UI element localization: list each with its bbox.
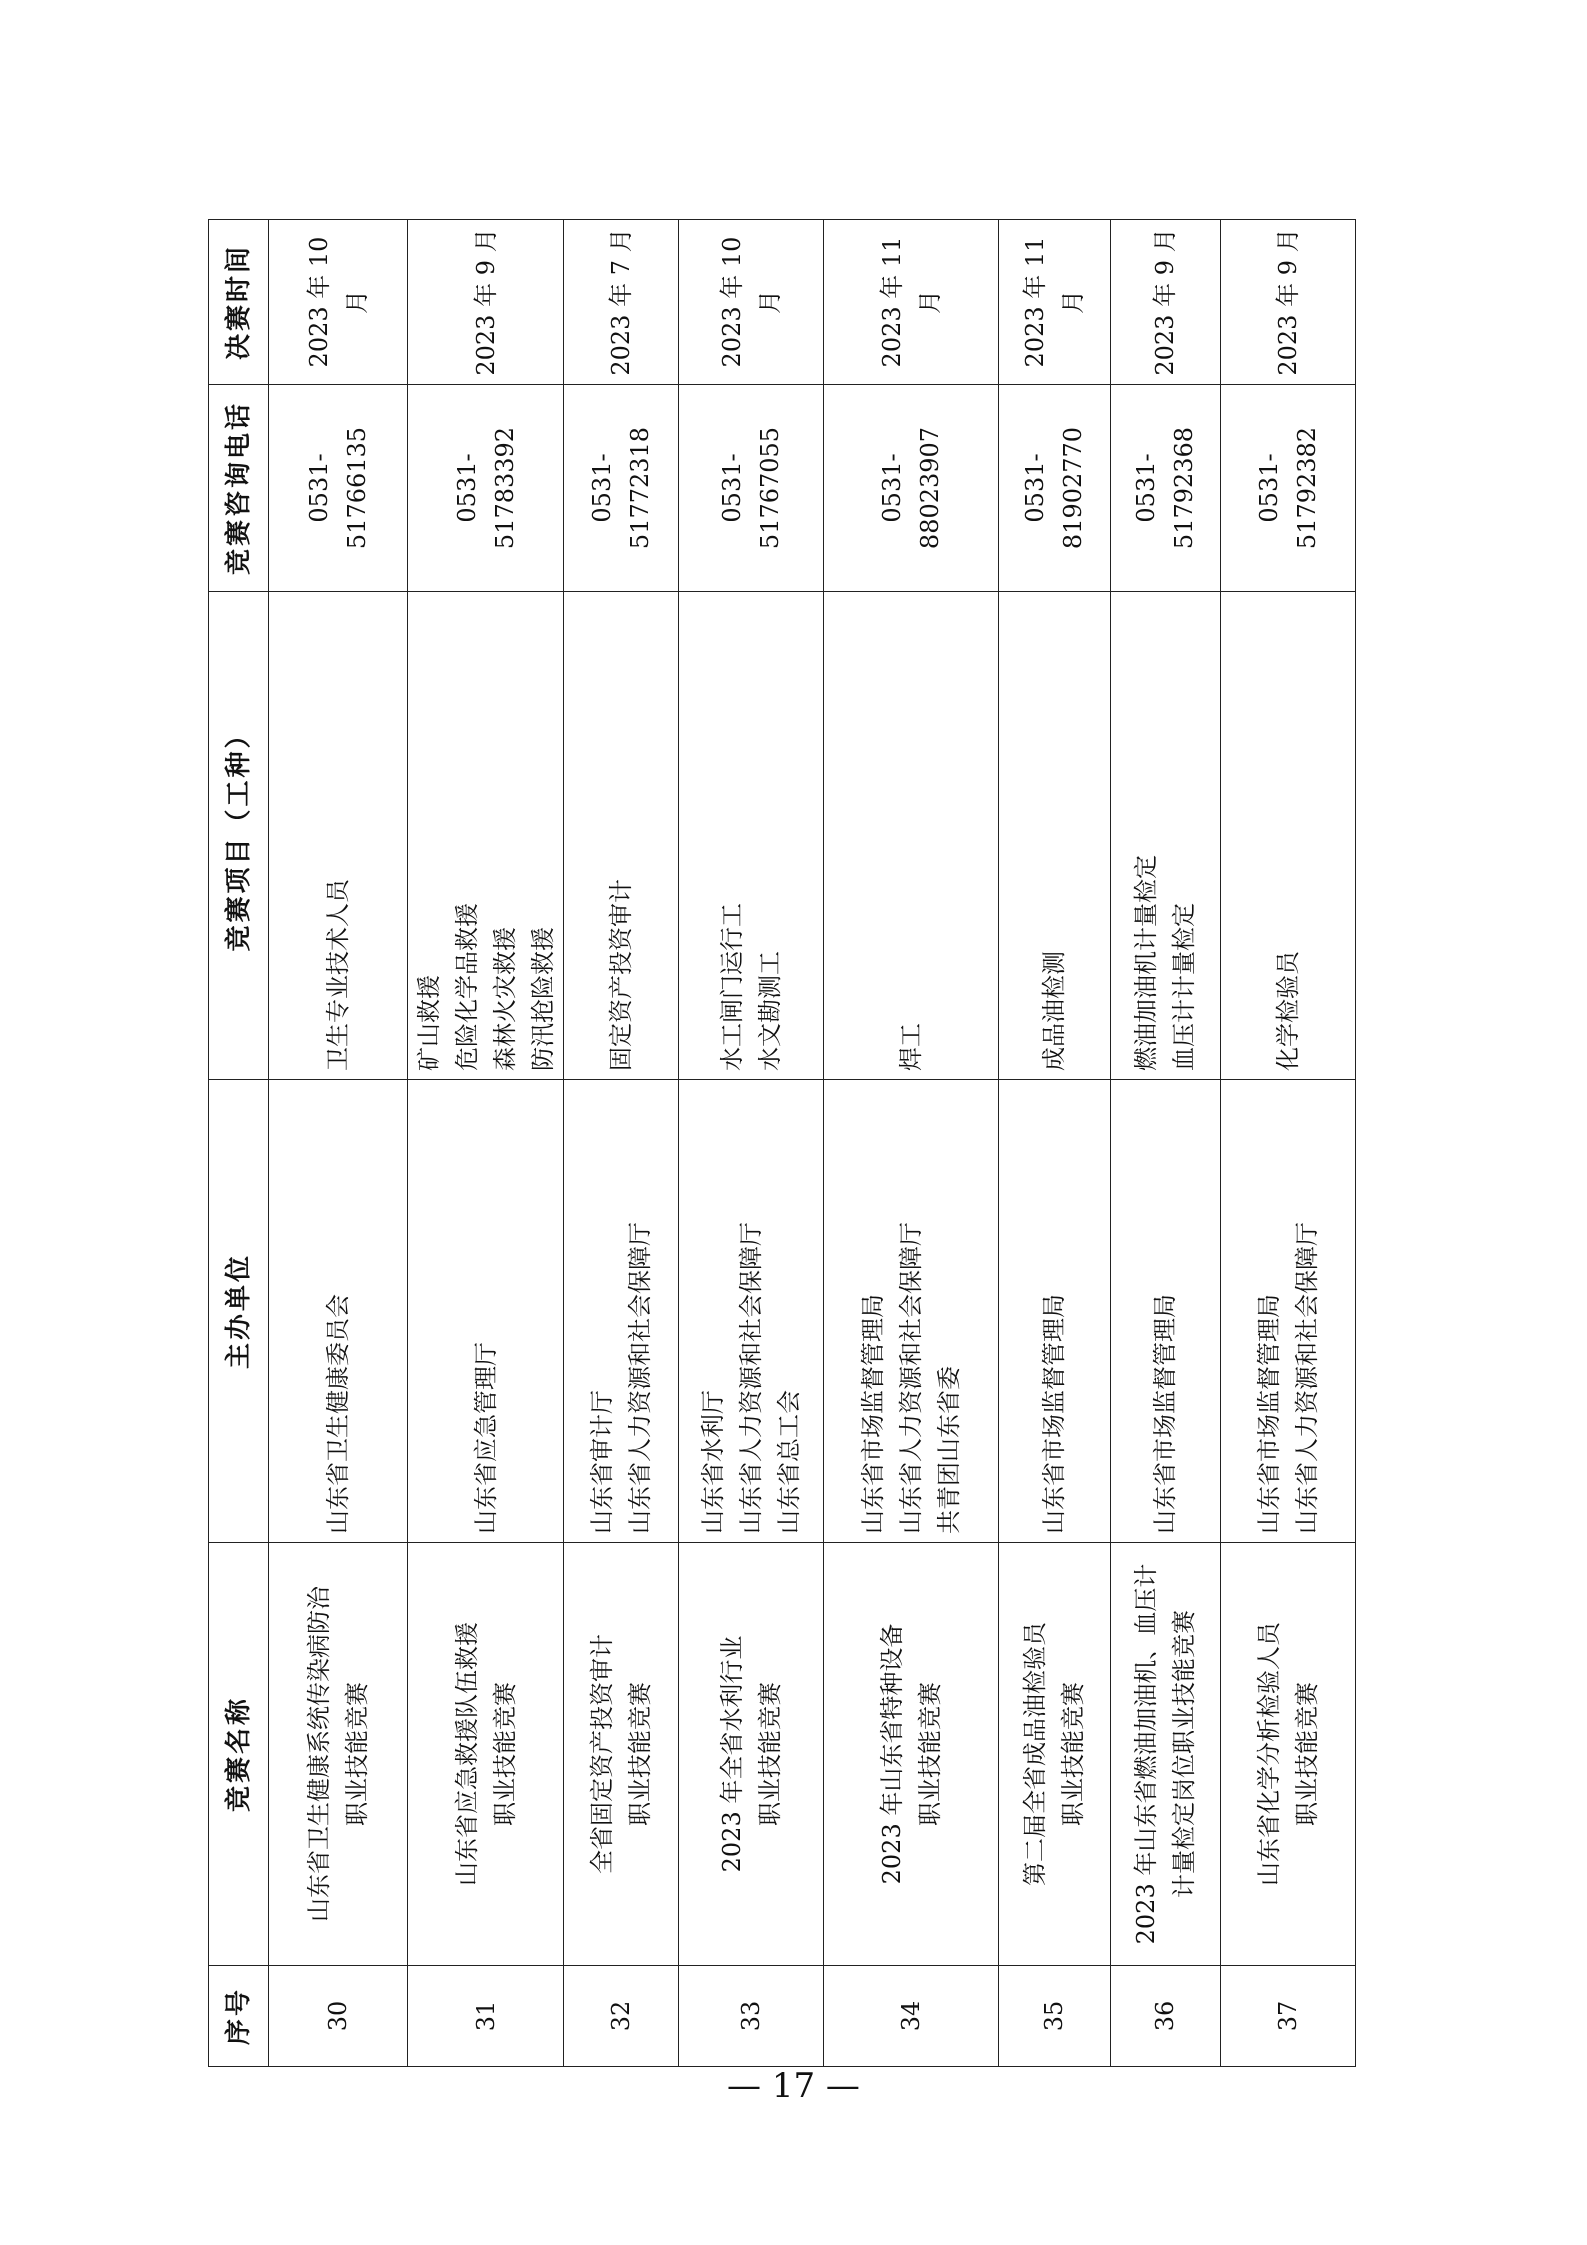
table-row bbox=[824, 220, 998, 2067]
cell-date bbox=[269, 220, 408, 385]
cell-date bbox=[998, 220, 1110, 385]
cell-no bbox=[1110, 1966, 1220, 2067]
cell-no bbox=[564, 1966, 679, 2067]
cell-line: 职业技能竞赛 bbox=[1059, 1682, 1088, 1826]
table-header-row bbox=[209, 220, 269, 2067]
cell-line: 固定资产投资审计 bbox=[607, 879, 636, 1071]
cell-line: 山东省人力资源和社会保障厅 bbox=[626, 1222, 655, 1534]
header-date: 决赛时间 bbox=[209, 220, 269, 385]
cell-line: 职业技能竞赛 bbox=[490, 1682, 519, 1826]
cell-line: 山东省人力资源和社会保障厅 bbox=[1292, 1222, 1321, 1534]
cell-line: 共青团山东省委 bbox=[935, 1366, 964, 1534]
cell-name bbox=[824, 1543, 998, 1966]
cell-organizer bbox=[824, 1080, 998, 1543]
cell-name bbox=[269, 1543, 408, 1966]
cell-line: 2023 年山东省燃油加油机、血压计 bbox=[1132, 1563, 1161, 1945]
cell-text: 2023 年 9 月 bbox=[1151, 228, 1180, 376]
cell-phone bbox=[1110, 385, 1220, 592]
cell-line: 卫生专业技术人员 bbox=[324, 879, 353, 1071]
table-row bbox=[998, 220, 1110, 2067]
header-organizer: 主办单位 bbox=[209, 1080, 269, 1543]
cell-organizer bbox=[1110, 1080, 1220, 1543]
cell-line: 山东省人力资源和社会保障厅 bbox=[737, 1222, 766, 1534]
header-phone: 竞赛咨询电话 bbox=[209, 385, 269, 592]
cell-phone bbox=[408, 385, 564, 592]
cell-phone bbox=[269, 385, 408, 592]
cell-organizer bbox=[679, 1080, 824, 1543]
cell-project bbox=[564, 592, 679, 1080]
table-row bbox=[679, 220, 824, 2067]
cell-line: 职业技能竞赛 bbox=[343, 1682, 372, 1826]
cell-name bbox=[1220, 1543, 1355, 1966]
cell-text: 0531-81902770 bbox=[1021, 426, 1088, 550]
cell-name bbox=[679, 1543, 824, 1966]
cell-text: 2023 年 7 月 bbox=[607, 228, 636, 376]
cell-organizer bbox=[564, 1080, 679, 1543]
cell-line: 第二届全省成品油检验员 bbox=[1021, 1622, 1050, 1886]
cell-project bbox=[998, 592, 1110, 1080]
competition-table bbox=[208, 219, 1356, 2067]
cell-line: 血压计计量检定 bbox=[1170, 903, 1199, 1071]
cell-project bbox=[679, 592, 824, 1080]
cell-date bbox=[1110, 220, 1220, 385]
cell-line: 矿山救援 bbox=[414, 975, 443, 1071]
cell-line: 防汛抢险救援 bbox=[528, 927, 557, 1071]
cell-text: 2023 年 11 月 bbox=[1021, 236, 1088, 368]
cell-line: 山东省应急救援队伍救援 bbox=[452, 1622, 481, 1886]
cell-text: 34 bbox=[897, 2000, 926, 2032]
cell-line: 山东省市场监督管理局 bbox=[859, 1294, 888, 1534]
cell-name bbox=[564, 1543, 679, 1966]
cell-text: 2023 年 11 月 bbox=[878, 236, 945, 368]
cell-project bbox=[1110, 592, 1220, 1080]
cell-organizer bbox=[1220, 1080, 1355, 1543]
cell-no bbox=[998, 1966, 1110, 2067]
cell-text: 33 bbox=[737, 2000, 766, 2032]
cell-line: 2023 年全省水利行业 bbox=[718, 1635, 747, 1873]
cell-project bbox=[269, 592, 408, 1080]
cell-line: 山东省总工会 bbox=[775, 1390, 804, 1534]
header-name: 竞赛名称 bbox=[209, 1543, 269, 1966]
cell-line: 水文勘测工 bbox=[756, 951, 785, 1071]
cell-text: 37 bbox=[1273, 2000, 1302, 2032]
cell-line: 燃油加油机计量检定 bbox=[1132, 855, 1161, 1071]
cell-text: 2023 年 9 月 bbox=[1273, 228, 1302, 376]
cell-line: 职业技能竞赛 bbox=[916, 1682, 945, 1826]
cell-line: 山东省市场监督管理局 bbox=[1040, 1294, 1069, 1534]
cell-text: 0531-88023907 bbox=[878, 426, 945, 550]
cell-text: 0531-51772318 bbox=[588, 426, 655, 550]
cell-phone bbox=[679, 385, 824, 592]
cell-text: 30 bbox=[324, 2000, 353, 2032]
cell-organizer bbox=[269, 1080, 408, 1543]
cell-line: 化学检验员 bbox=[1273, 951, 1302, 1071]
cell-project bbox=[1220, 592, 1355, 1080]
cell-line: 山东省人力资源和社会保障厅 bbox=[897, 1222, 926, 1534]
header-no: 序号 bbox=[209, 1966, 269, 2067]
cell-text: 31 bbox=[471, 2000, 500, 2032]
cell-text: 35 bbox=[1040, 2000, 1069, 2032]
cell-line: 山东省应急管理厅 bbox=[471, 1342, 500, 1534]
cell-date bbox=[1220, 220, 1355, 385]
cell-organizer bbox=[408, 1080, 564, 1543]
cell-date bbox=[564, 220, 679, 385]
table-row bbox=[1220, 220, 1355, 2067]
cell-project bbox=[824, 592, 998, 1080]
cell-no bbox=[269, 1966, 408, 2067]
cell-text: 32 bbox=[607, 2000, 636, 2032]
cell-text: 2023 年 9 月 bbox=[471, 228, 500, 376]
cell-project bbox=[408, 592, 564, 1080]
header-project: 竞赛项目（工种） bbox=[209, 592, 269, 1080]
cell-date bbox=[408, 220, 564, 385]
cell-text: 0531-51766135 bbox=[305, 426, 372, 550]
cell-name bbox=[1110, 1543, 1220, 1966]
cell-text: 0531-51792368 bbox=[1132, 426, 1199, 550]
cell-organizer bbox=[998, 1080, 1110, 1543]
page-number: — 17 — bbox=[727, 2066, 860, 2106]
table-row bbox=[564, 220, 679, 2067]
cell-text: 36 bbox=[1151, 2000, 1180, 2032]
cell-phone bbox=[1220, 385, 1355, 592]
cell-text: 0531-51767055 bbox=[718, 426, 785, 550]
cell-line: 山东省卫生健康委员会 bbox=[324, 1294, 353, 1534]
cell-no bbox=[1220, 1966, 1355, 2067]
cell-line: 山东省市场监督管理局 bbox=[1254, 1294, 1283, 1534]
cell-line: 职业技能竞赛 bbox=[626, 1682, 655, 1826]
cell-no bbox=[408, 1966, 564, 2067]
cell-line: 山东省市场监督管理局 bbox=[1151, 1294, 1180, 1534]
table-row bbox=[1110, 220, 1220, 2067]
table-row bbox=[269, 220, 408, 2067]
cell-text: 0531-51783392 bbox=[452, 426, 519, 550]
cell-phone bbox=[824, 385, 998, 592]
cell-line: 全省固定资产投资审计 bbox=[588, 1634, 617, 1874]
cell-line: 危险化学品救援 bbox=[452, 903, 481, 1071]
cell-line: 山东省审计厅 bbox=[588, 1390, 617, 1534]
cell-line: 职业技能竞赛 bbox=[1292, 1682, 1321, 1826]
cell-phone bbox=[998, 385, 1110, 592]
cell-name bbox=[998, 1543, 1110, 1966]
cell-text: 0531-51792382 bbox=[1254, 426, 1321, 550]
table-row bbox=[408, 220, 564, 2067]
cell-no bbox=[679, 1966, 824, 2067]
cell-text: 2023 年 10 月 bbox=[305, 236, 372, 368]
cell-name bbox=[408, 1543, 564, 1966]
cell-date bbox=[679, 220, 824, 385]
cell-phone bbox=[564, 385, 679, 592]
cell-line: 山东省化学分析检验人员 bbox=[1254, 1622, 1283, 1886]
cell-line: 山东省水利厅 bbox=[699, 1390, 728, 1534]
cell-line: 计量检定岗位职业技能竞赛 bbox=[1170, 1610, 1199, 1898]
cell-line: 森林火灾救援 bbox=[490, 927, 519, 1071]
cell-line: 水工闸门运行工 bbox=[718, 903, 747, 1071]
cell-line: 职业技能竞赛 bbox=[756, 1682, 785, 1826]
cell-line: 焊工 bbox=[897, 1023, 926, 1071]
cell-line: 2023 年山东省特种设备 bbox=[878, 1623, 907, 1885]
rotated-table-container bbox=[208, 220, 1356, 2067]
cell-line: 成品油检测 bbox=[1040, 951, 1069, 1071]
cell-date bbox=[824, 220, 998, 385]
cell-line: 山东省卫生健康系统传染病防治 bbox=[305, 1586, 334, 1922]
cell-text: 2023 年 10 月 bbox=[718, 236, 785, 368]
cell-no bbox=[824, 1966, 998, 2067]
